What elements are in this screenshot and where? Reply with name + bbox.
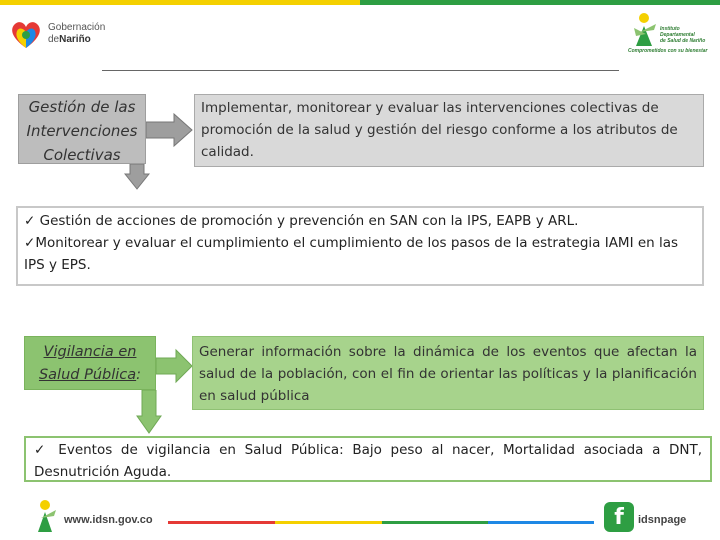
top-color-stripe bbox=[0, 0, 720, 5]
gobernacion-line2: de bbox=[48, 34, 60, 45]
section2-item-list bbox=[24, 436, 712, 482]
instituto-logo-icon bbox=[632, 10, 662, 48]
list-item bbox=[34, 439, 702, 483]
section2-description: Generar información sobre la dinámica de los eventos que afectan la salud de la población, con el fin de orientar las políticas y la planificación en salud pública bbox=[192, 336, 704, 410]
section1-title-line1: Gestión de las bbox=[28, 98, 136, 116]
section2-title-suffix: : bbox=[136, 367, 142, 383]
gobernacion-heart-logo-icon bbox=[8, 18, 44, 50]
gobernacion-line2-bold: Nariño bbox=[59, 34, 91, 45]
facebook-icon[interactable]: f bbox=[604, 502, 634, 532]
list-item-text: Eventos de vigilancia en Salud Pública: Bajo peso al nacer, Mortalidad asociada a DNT, Desnutrición Aguda. bbox=[34, 442, 703, 480]
list-item-text: Monitorear y evaluar el cumplimiento el cumplimiento de los pasos de la estrategia IAMI en las IPS y EPS. bbox=[24, 235, 679, 273]
footer-instituto-logo-icon bbox=[34, 498, 62, 534]
footer-website-link[interactable]: www.idsn.gov.co bbox=[64, 514, 153, 526]
section1-down-arrow-icon bbox=[124, 164, 150, 190]
instituto-tagline: Comprometidos con su bienestar bbox=[628, 48, 708, 54]
section1-title-line2: Intervenciones bbox=[26, 122, 138, 140]
section1-description: Implementar, monitorear y evaluar las intervenciones colectivas de promoción de la salud y gestión del riesgo conforme a los atributos de calidad. bbox=[194, 94, 704, 167]
section2-title-line1: Vigilancia en bbox=[43, 344, 137, 360]
footer-facebook-link[interactable]: idsnpage bbox=[638, 514, 687, 526]
section1-item-list bbox=[16, 206, 704, 286]
section2-title-box bbox=[24, 336, 156, 390]
footer-color-line bbox=[168, 521, 594, 524]
section1-right-arrow-icon bbox=[146, 112, 194, 148]
checkmark-icon: ✓ bbox=[24, 235, 36, 251]
section1-title-line3: Colectivas bbox=[43, 146, 121, 164]
checkmark-icon: ✓ bbox=[24, 213, 40, 229]
header-divider bbox=[102, 70, 619, 71]
section2-down-arrow-icon bbox=[136, 390, 162, 434]
section2-right-arrow-icon bbox=[156, 348, 194, 384]
gobernacion-line1: Gobernación bbox=[48, 22, 106, 33]
section2-title-line2: Salud Pública bbox=[38, 367, 137, 383]
instituto-line3: de Salud de Nariño bbox=[660, 38, 706, 44]
list-item bbox=[24, 210, 696, 232]
instituto-logo-text bbox=[660, 26, 705, 44]
checkmark-icon: ✓ bbox=[34, 442, 59, 458]
gobernacion-logo-text bbox=[48, 22, 105, 46]
list-item-text: Gestión de acciones de promoción y prevención en SAN con la IPS, EAPB y ARL. bbox=[39, 213, 579, 229]
list-item bbox=[24, 232, 696, 276]
instituto-line2: Departamental bbox=[660, 32, 695, 38]
section1-title-box bbox=[18, 94, 146, 164]
instituto-line1: Instituto bbox=[660, 26, 680, 32]
